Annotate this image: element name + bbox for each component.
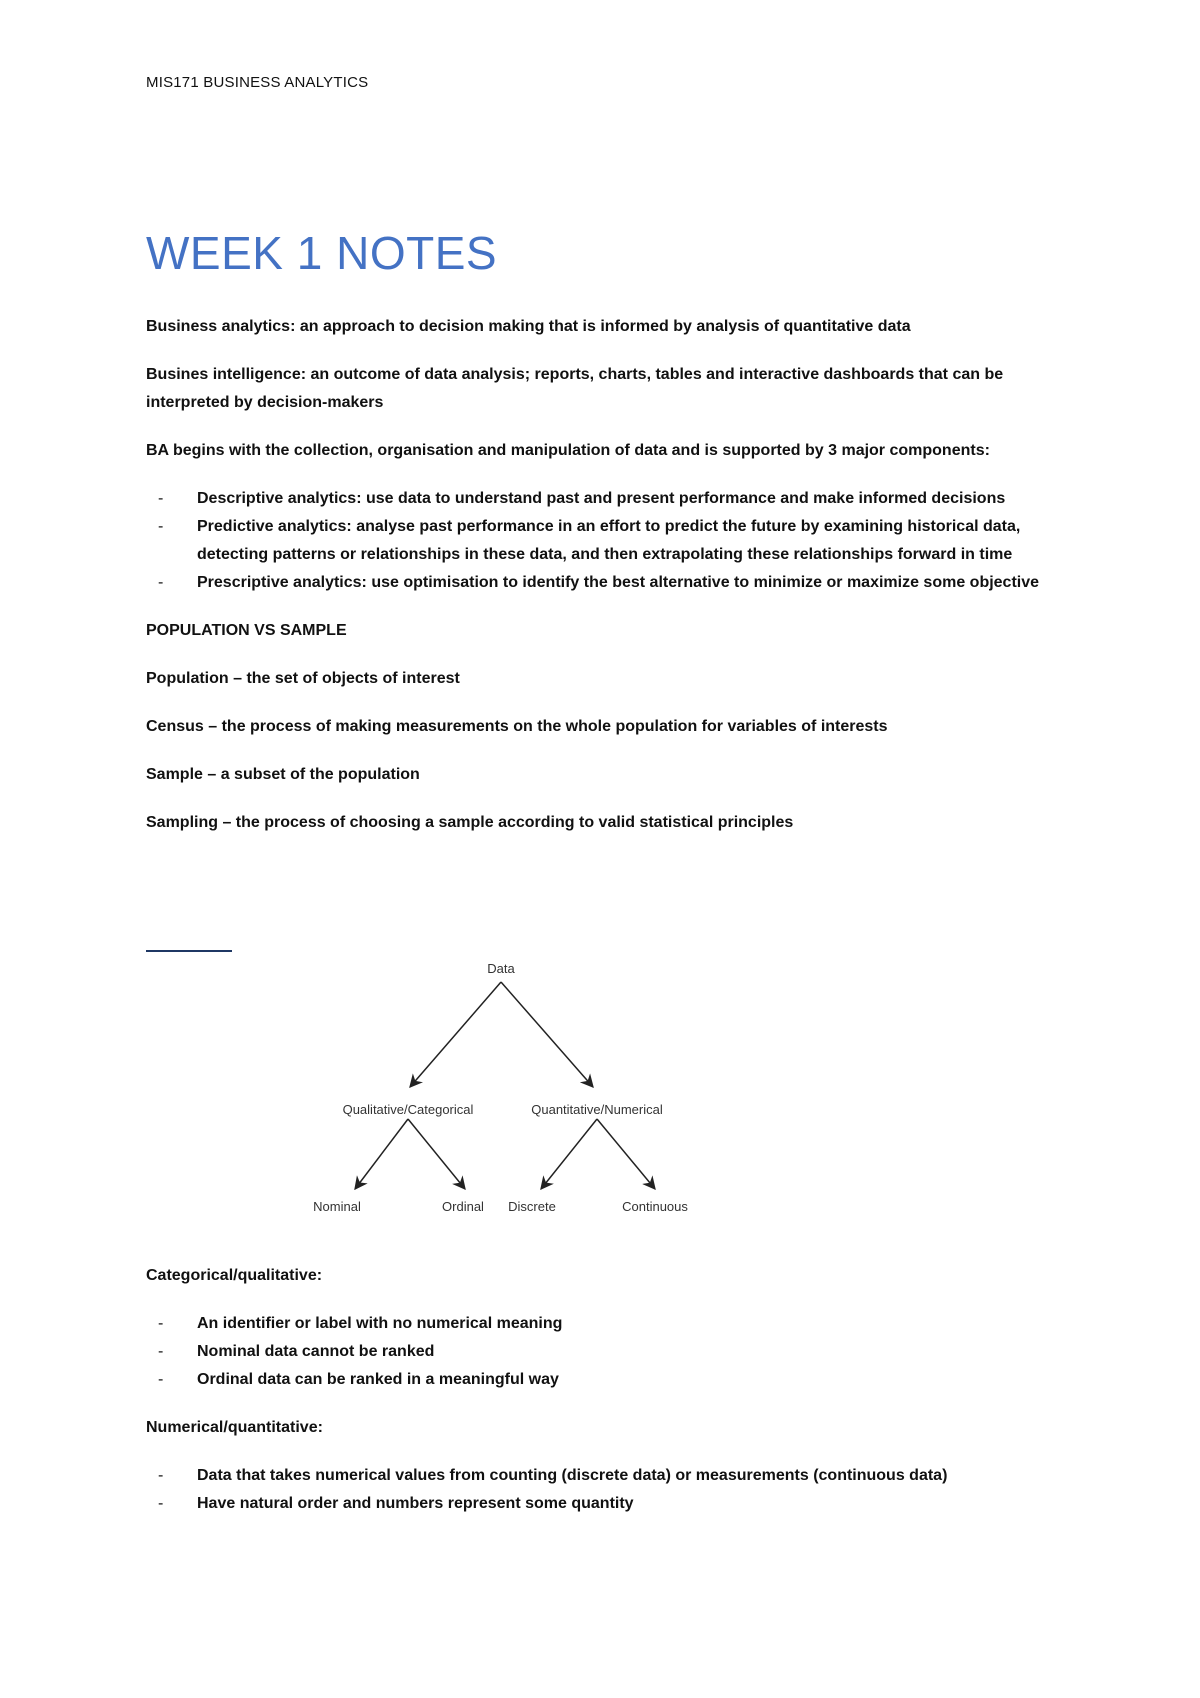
census-definition: Census – the process of making measurements on the whole population for variables of interests (146, 718, 888, 735)
node-discrete: Discrete (508, 1199, 556, 1214)
list-item: - Have natural order and numbers represent some quantity (146, 1490, 1066, 1518)
list-item: - Predictive analytics: analyse past performance in an effort to predict the future by examining historical data, detecting patterns or relationships in these data, and then extrapolating these relationships forward in time (146, 513, 1066, 569)
node-quantitative: Quantitative/Numerical (531, 1102, 663, 1117)
edge-data-quantitative (501, 982, 593, 1087)
numerical-list (146, 1462, 1066, 1518)
sample-definition: Sample – a subset of the population (146, 766, 420, 783)
components-list (146, 485, 1066, 597)
list-item: - Prescriptive analytics: use optimisation to identify the best alternative to minimize or maximize some objective (146, 569, 1066, 597)
data-types-diagram (300, 955, 720, 1225)
divider (146, 950, 232, 952)
categorical-list (146, 1310, 1066, 1394)
edge-quantitative-continuous (597, 1119, 655, 1189)
edge-qualitative-ordinal (408, 1119, 465, 1189)
list-item: - Nominal data cannot be ranked (146, 1338, 1066, 1366)
list-item: - An identifier or label with no numerical meaning (146, 1310, 1066, 1338)
population-heading: POPULATION VS SAMPLE (146, 622, 347, 639)
node-ordinal: Ordinal (442, 1199, 484, 1214)
page-header: MIS171 BUSINESS ANALYTICS (146, 74, 369, 91)
sampling-definition: Sampling – the process of choosing a sample according to valid statistical principles (146, 814, 794, 831)
notes-body (146, 313, 1066, 857)
population-definition: Population – the set of objects of interest (146, 670, 460, 687)
business-analytics-definition: Business analytics: an approach to decision making that is informed by analysis of quantitative data (146, 318, 911, 335)
ba-components-intro: BA begins with the collection, organisation and manipulation of data and is supported by 3 major components: (146, 442, 990, 459)
page-title: WEEK 1 NOTES (146, 227, 498, 279)
list-item: - Data that takes numerical values from counting (discrete data) or measurements (continuous data) (146, 1462, 1066, 1490)
data-types-notes (146, 1262, 1066, 1538)
node-qualitative: Qualitative/Categorical (342, 1102, 474, 1117)
numerical-heading: Numerical/quantitative: (146, 1419, 323, 1436)
list-item: - Descriptive analytics: use data to understand past and present performance and make informed decisions (146, 485, 1066, 513)
categorical-heading: Categorical/qualitative: (146, 1267, 323, 1284)
node-data: Data (487, 961, 515, 976)
edge-data-qualitative (410, 982, 501, 1087)
edge-quantitative-discrete (541, 1119, 597, 1189)
node-nominal: Nominal (313, 1199, 361, 1214)
list-item: - Ordinal data can be ranked in a meaningful way (146, 1366, 1066, 1394)
edge-qualitative-nominal (355, 1119, 408, 1189)
business-intelligence-definition: Busines intelligence: an outcome of data analysis; reports, charts, tables and interactive dashboards that can be interpreted by decision-makers (146, 366, 1004, 411)
node-continuous: Continuous (622, 1199, 688, 1214)
